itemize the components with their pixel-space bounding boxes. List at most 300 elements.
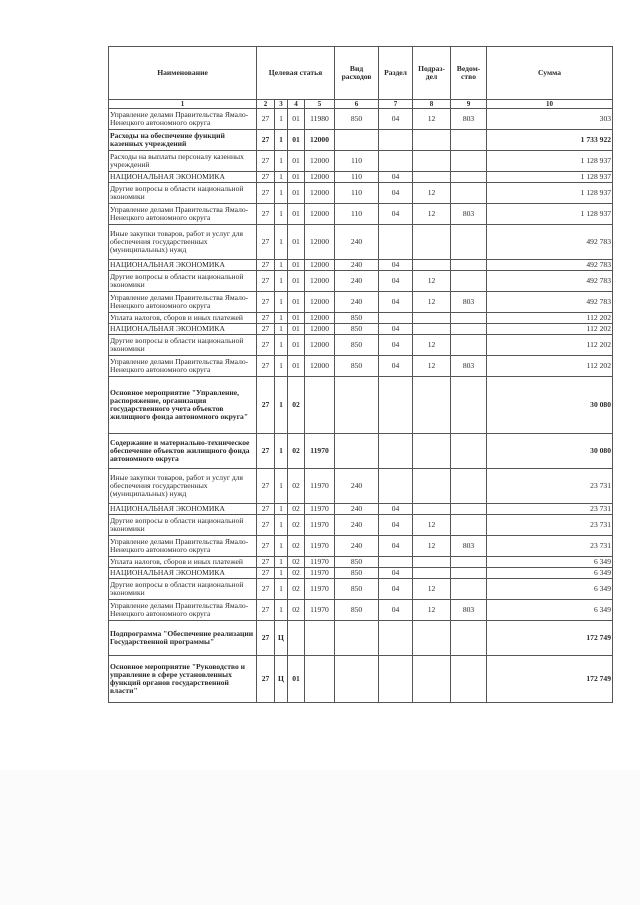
cell-event: 01	[288, 313, 305, 324]
cell-section: 04	[379, 568, 413, 579]
cell-subprogram: 1	[275, 356, 288, 377]
cell-department	[451, 469, 487, 504]
cell-expense-type: 850	[335, 356, 379, 377]
cell-sum: 172 749	[487, 621, 613, 656]
cell-subsection: 12	[413, 204, 451, 225]
cell-subprogram: 1	[275, 292, 288, 313]
cell-direction: 12000	[305, 260, 335, 271]
cell-section: 04	[379, 260, 413, 271]
cell-name: Управление делами Правительства Ямало-Ненецкого автономного округа	[109, 356, 257, 377]
budget-table	[108, 46, 613, 703]
cell-subsection	[413, 504, 451, 515]
cell-department	[451, 335, 487, 356]
column-number: 4	[288, 100, 305, 109]
cell-name: Иные закупки товаров, работ и услуг для обеспечения государственных (муниципальных) нужд	[109, 225, 257, 260]
cell-section	[379, 377, 413, 434]
cell-department	[451, 183, 487, 204]
cell-department	[451, 504, 487, 515]
cell-sum: 30 080	[487, 377, 613, 434]
cell-direction: 12000	[305, 225, 335, 260]
cell-direction: 11970	[305, 504, 335, 515]
cell-department	[451, 271, 487, 292]
cell-program: 27	[257, 377, 275, 434]
cell-section: 04	[379, 204, 413, 225]
cell-subprogram: 1	[275, 130, 288, 151]
cell-event: 01	[288, 656, 305, 703]
cell-subprogram: 1	[275, 504, 288, 515]
cell-section: 04	[379, 504, 413, 515]
cell-sum: 112 202	[487, 324, 613, 335]
cell-name: Основное мероприятие "Управление, распоряжение, организация государственного учета объектов жилищного фонда автономного округа"	[109, 377, 257, 434]
cell-direction	[305, 377, 335, 434]
cell-program: 27	[257, 260, 275, 271]
cell-expense-type	[335, 621, 379, 656]
cell-name: Управление делами Правительства Ямало-Ненецкого автономного округа	[109, 600, 257, 621]
cell-program: 27	[257, 313, 275, 324]
cell-subsection	[413, 151, 451, 172]
cell-sum: 492 783	[487, 260, 613, 271]
cell-event: 02	[288, 600, 305, 621]
cell-department: 803	[451, 292, 487, 313]
cell-program: 27	[257, 469, 275, 504]
table-row	[109, 204, 613, 225]
cell-name: Другие вопросы в области национальной экономики	[109, 183, 257, 204]
header-name: Наименование	[109, 47, 257, 100]
column-number: 10	[487, 100, 613, 109]
cell-direction: 12000	[305, 335, 335, 356]
cell-program: 27	[257, 515, 275, 536]
cell-section	[379, 313, 413, 324]
cell-subprogram: 1	[275, 271, 288, 292]
cell-event: 01	[288, 292, 305, 313]
cell-name: НАЦИОНАЛЬНАЯ ЭКОНОМИКА	[109, 568, 257, 579]
cell-section	[379, 469, 413, 504]
cell-sum: 303	[487, 109, 613, 130]
cell-expense-type: 240	[335, 225, 379, 260]
column-number: 1	[109, 100, 257, 109]
cell-sum: 23 731	[487, 515, 613, 536]
table-row	[109, 579, 613, 600]
cell-direction: 11970	[305, 568, 335, 579]
cell-expense-type: 850	[335, 313, 379, 324]
blank-page-area	[0, 770, 640, 905]
cell-expense-type: 240	[335, 536, 379, 557]
cell-section	[379, 151, 413, 172]
cell-subsection	[413, 469, 451, 504]
cell-expense-type	[335, 130, 379, 151]
cell-event: 02	[288, 469, 305, 504]
table-row	[109, 536, 613, 557]
cell-subsection	[413, 130, 451, 151]
cell-subsection: 12	[413, 600, 451, 621]
cell-name: Уплата налогов, сборов и иных платежей	[109, 557, 257, 568]
cell-section	[379, 130, 413, 151]
cell-event: 02	[288, 579, 305, 600]
cell-expense-type: 850	[335, 335, 379, 356]
header-department: Ведом-ство	[451, 47, 487, 100]
cell-expense-type: 240	[335, 271, 379, 292]
cell-name: Другие вопросы в области национальной экономики	[109, 515, 257, 536]
cell-expense-type: 240	[335, 515, 379, 536]
cell-event: 02	[288, 377, 305, 434]
cell-subprogram: 1	[275, 204, 288, 225]
cell-section	[379, 621, 413, 656]
cell-section: 04	[379, 292, 413, 313]
cell-direction: 11970	[305, 536, 335, 557]
cell-subsection	[413, 324, 451, 335]
cell-subprogram: 1	[275, 557, 288, 568]
cell-sum: 6 349	[487, 568, 613, 579]
cell-name: Расходы на выплаты персоналу казенных учреждений	[109, 151, 257, 172]
cell-sum: 23 731	[487, 504, 613, 515]
header-target: Целевая статья	[257, 47, 335, 100]
cell-name: Управление делами Правительства Ямало-Ненецкого автономного округа	[109, 109, 257, 130]
cell-name: Управление делами Правительства Ямало-Ненецкого автономного округа	[109, 536, 257, 557]
cell-event: 01	[288, 183, 305, 204]
cell-direction: 12000	[305, 292, 335, 313]
column-number: 5	[305, 100, 335, 109]
cell-department: 803	[451, 109, 487, 130]
cell-subprogram: 1	[275, 109, 288, 130]
cell-subprogram: 1	[275, 469, 288, 504]
cell-expense-type: 240	[335, 292, 379, 313]
cell-event: 02	[288, 568, 305, 579]
cell-event: 01	[288, 324, 305, 335]
table-row	[109, 557, 613, 568]
column-number: 6	[335, 100, 379, 109]
cell-expense-type: 850	[335, 557, 379, 568]
cell-program: 27	[257, 656, 275, 703]
cell-department: 803	[451, 536, 487, 557]
cell-name: НАЦИОНАЛЬНАЯ ЭКОНОМИКА	[109, 324, 257, 335]
cell-event: 01	[288, 151, 305, 172]
cell-program: 27	[257, 204, 275, 225]
cell-direction: 12000	[305, 151, 335, 172]
cell-program: 27	[257, 579, 275, 600]
cell-department	[451, 434, 487, 469]
cell-program: 27	[257, 130, 275, 151]
cell-direction: 11970	[305, 434, 335, 469]
cell-section: 04	[379, 183, 413, 204]
cell-sum: 492 783	[487, 271, 613, 292]
table-body	[109, 109, 613, 703]
cell-expense-type: 850	[335, 579, 379, 600]
cell-direction: 12000	[305, 324, 335, 335]
cell-sum: 1 128 937	[487, 172, 613, 183]
cell-program: 27	[257, 109, 275, 130]
cell-sum: 1 733 922	[487, 130, 613, 151]
cell-event: 02	[288, 515, 305, 536]
cell-department: 803	[451, 204, 487, 225]
table-row	[109, 130, 613, 151]
cell-department	[451, 579, 487, 600]
cell-expense-type: 850	[335, 568, 379, 579]
column-number-row	[109, 100, 613, 109]
cell-event: 01	[288, 109, 305, 130]
cell-department	[451, 151, 487, 172]
cell-sum: 23 731	[487, 469, 613, 504]
cell-direction: 11970	[305, 600, 335, 621]
cell-subsection: 12	[413, 271, 451, 292]
table-row	[109, 434, 613, 469]
cell-subsection	[413, 621, 451, 656]
cell-section: 04	[379, 515, 413, 536]
cell-direction: 12000	[305, 313, 335, 324]
cell-direction: 12000	[305, 204, 335, 225]
cell-program: 27	[257, 504, 275, 515]
cell-sum: 172 749	[487, 656, 613, 703]
cell-department	[451, 130, 487, 151]
cell-name: НАЦИОНАЛЬНАЯ ЭКОНОМИКА	[109, 504, 257, 515]
cell-event: 02	[288, 434, 305, 469]
cell-sum: 30 080	[487, 434, 613, 469]
column-number: 2	[257, 100, 275, 109]
cell-department: 803	[451, 600, 487, 621]
cell-direction: 12000	[305, 172, 335, 183]
cell-direction: 11970	[305, 469, 335, 504]
cell-department	[451, 225, 487, 260]
cell-subprogram: 1	[275, 151, 288, 172]
cell-program: 27	[257, 536, 275, 557]
cell-expense-type: 110	[335, 183, 379, 204]
table-row	[109, 225, 613, 260]
table-header-row	[109, 47, 613, 100]
cell-section	[379, 225, 413, 260]
cell-expense-type	[335, 434, 379, 469]
cell-section	[379, 434, 413, 469]
cell-department	[451, 324, 487, 335]
cell-event: 02	[288, 557, 305, 568]
table-row	[109, 621, 613, 656]
cell-subsection	[413, 260, 451, 271]
cell-direction: 12000	[305, 183, 335, 204]
cell-section: 04	[379, 356, 413, 377]
cell-name: Другие вопросы в области национальной экономики	[109, 271, 257, 292]
cell-subsection: 12	[413, 356, 451, 377]
table-row	[109, 292, 613, 313]
header-subsection: Подраз-дел	[413, 47, 451, 100]
table-row	[109, 469, 613, 504]
cell-sum: 112 202	[487, 335, 613, 356]
table-row	[109, 151, 613, 172]
cell-program: 27	[257, 434, 275, 469]
cell-name: НАЦИОНАЛЬНАЯ ЭКОНОМИКА	[109, 172, 257, 183]
cell-subprogram: 1	[275, 377, 288, 434]
cell-sum: 112 202	[487, 313, 613, 324]
cell-event: 01	[288, 204, 305, 225]
cell-subprogram: 1	[275, 313, 288, 324]
cell-program: 27	[257, 356, 275, 377]
cell-name: Подпрограмма "Обеспечение реализации Государственной программы"	[109, 621, 257, 656]
cell-section	[379, 656, 413, 703]
cell-subprogram: 1	[275, 225, 288, 260]
cell-subsection	[413, 557, 451, 568]
cell-subprogram: 1	[275, 260, 288, 271]
cell-direction: 12000	[305, 271, 335, 292]
cell-event: 01	[288, 225, 305, 260]
cell-department	[451, 377, 487, 434]
cell-program: 27	[257, 324, 275, 335]
cell-program: 27	[257, 557, 275, 568]
cell-direction: 11970	[305, 579, 335, 600]
cell-department	[451, 260, 487, 271]
cell-department	[451, 515, 487, 536]
cell-event: 01	[288, 172, 305, 183]
table-row	[109, 172, 613, 183]
table-row	[109, 568, 613, 579]
cell-program: 27	[257, 568, 275, 579]
cell-department: 803	[451, 356, 487, 377]
table-row	[109, 600, 613, 621]
cell-department	[451, 568, 487, 579]
cell-direction: 11970	[305, 515, 335, 536]
cell-department	[451, 656, 487, 703]
cell-section: 04	[379, 271, 413, 292]
cell-name: Управление делами Правительства Ямало-Ненецкого автономного округа	[109, 292, 257, 313]
cell-subprogram: 1	[275, 335, 288, 356]
cell-program: 27	[257, 335, 275, 356]
cell-subprogram: 1	[275, 568, 288, 579]
cell-subsection: 12	[413, 335, 451, 356]
cell-direction: 12000	[305, 130, 335, 151]
cell-program: 27	[257, 600, 275, 621]
cell-event: 01	[288, 335, 305, 356]
cell-event: 02	[288, 504, 305, 515]
table-row	[109, 109, 613, 130]
cell-subsection: 12	[413, 536, 451, 557]
cell-expense-type: 240	[335, 469, 379, 504]
cell-name: Управление делами Правительства Ямало-Ненецкого автономного округа	[109, 204, 257, 225]
cell-subprogram: 1	[275, 172, 288, 183]
cell-department	[451, 621, 487, 656]
cell-subprogram: 1	[275, 536, 288, 557]
cell-subsection	[413, 377, 451, 434]
cell-subsection	[413, 172, 451, 183]
cell-program: 27	[257, 621, 275, 656]
cell-section: 04	[379, 109, 413, 130]
cell-section: 04	[379, 579, 413, 600]
cell-subprogram: Ц	[275, 656, 288, 703]
cell-section: 04	[379, 536, 413, 557]
cell-subsection: 12	[413, 515, 451, 536]
cell-subprogram: 1	[275, 515, 288, 536]
table-row	[109, 335, 613, 356]
cell-expense-type: 110	[335, 204, 379, 225]
cell-program: 27	[257, 292, 275, 313]
cell-subsection: 12	[413, 183, 451, 204]
cell-subsection	[413, 434, 451, 469]
cell-event: 02	[288, 536, 305, 557]
cell-direction: 12000	[305, 356, 335, 377]
cell-sum: 6 349	[487, 557, 613, 568]
table-row	[109, 515, 613, 536]
header-section: Раздел	[379, 47, 413, 100]
cell-subsection	[413, 568, 451, 579]
cell-expense-type: 110	[335, 151, 379, 172]
column-number: 9	[451, 100, 487, 109]
cell-direction	[305, 656, 335, 703]
cell-direction: 11980	[305, 109, 335, 130]
cell-direction	[305, 621, 335, 656]
cell-name: Уплата налогов, сборов и иных платежей	[109, 313, 257, 324]
cell-subprogram: 1	[275, 600, 288, 621]
cell-event: 01	[288, 356, 305, 377]
header-sum: Сумма	[487, 47, 613, 100]
cell-name: Содержание и материально-техническое обеспечение объектов жилищного фонда автономного округа	[109, 434, 257, 469]
cell-subsection: 12	[413, 579, 451, 600]
cell-sum: 6 349	[487, 579, 613, 600]
cell-subsection: 12	[413, 292, 451, 313]
cell-direction: 11970	[305, 557, 335, 568]
cell-name: НАЦИОНАЛЬНАЯ ЭКОНОМИКА	[109, 260, 257, 271]
cell-program: 27	[257, 183, 275, 204]
cell-program: 27	[257, 172, 275, 183]
cell-expense-type: 240	[335, 504, 379, 515]
cell-expense-type: 110	[335, 172, 379, 183]
cell-subsection	[413, 313, 451, 324]
cell-expense-type: 240	[335, 260, 379, 271]
cell-subprogram: Ц	[275, 621, 288, 656]
table-row	[109, 260, 613, 271]
table-row	[109, 356, 613, 377]
cell-section: 04	[379, 324, 413, 335]
cell-event	[288, 621, 305, 656]
column-number: 8	[413, 100, 451, 109]
cell-sum: 1 128 937	[487, 151, 613, 172]
cell-expense-type	[335, 377, 379, 434]
cell-sum: 6 349	[487, 600, 613, 621]
cell-sum: 492 783	[487, 225, 613, 260]
cell-expense-type: 850	[335, 324, 379, 335]
cell-name: Основное мероприятие "Руководство и управление в сфере установленных функций органов государственной власти"	[109, 656, 257, 703]
table-row	[109, 324, 613, 335]
cell-program: 27	[257, 225, 275, 260]
cell-sum: 1 128 937	[487, 183, 613, 204]
cell-expense-type: 850	[335, 109, 379, 130]
table-row	[109, 656, 613, 703]
cell-sum: 492 783	[487, 292, 613, 313]
cell-event: 01	[288, 130, 305, 151]
cell-sum: 23 731	[487, 536, 613, 557]
cell-name: Расходы на обеспечение функций казенных учреждений	[109, 130, 257, 151]
table-row	[109, 377, 613, 434]
cell-event: 01	[288, 271, 305, 292]
column-number: 7	[379, 100, 413, 109]
cell-department	[451, 557, 487, 568]
cell-program: 27	[257, 271, 275, 292]
cell-name: Другие вопросы в области национальной экономики	[109, 335, 257, 356]
cell-section: 04	[379, 172, 413, 183]
cell-subsection	[413, 225, 451, 260]
cell-expense-type	[335, 656, 379, 703]
table-row	[109, 504, 613, 515]
cell-subprogram: 1	[275, 324, 288, 335]
cell-department	[451, 172, 487, 183]
table-row	[109, 183, 613, 204]
cell-subprogram: 1	[275, 434, 288, 469]
cell-subsection	[413, 656, 451, 703]
cell-subprogram: 1	[275, 183, 288, 204]
cell-event: 01	[288, 260, 305, 271]
cell-sum: 1 128 937	[487, 204, 613, 225]
cell-expense-type: 850	[335, 600, 379, 621]
cell-section	[379, 557, 413, 568]
cell-subsection: 12	[413, 109, 451, 130]
table-row	[109, 271, 613, 292]
cell-subprogram: 1	[275, 579, 288, 600]
cell-section: 04	[379, 600, 413, 621]
table-row	[109, 313, 613, 324]
